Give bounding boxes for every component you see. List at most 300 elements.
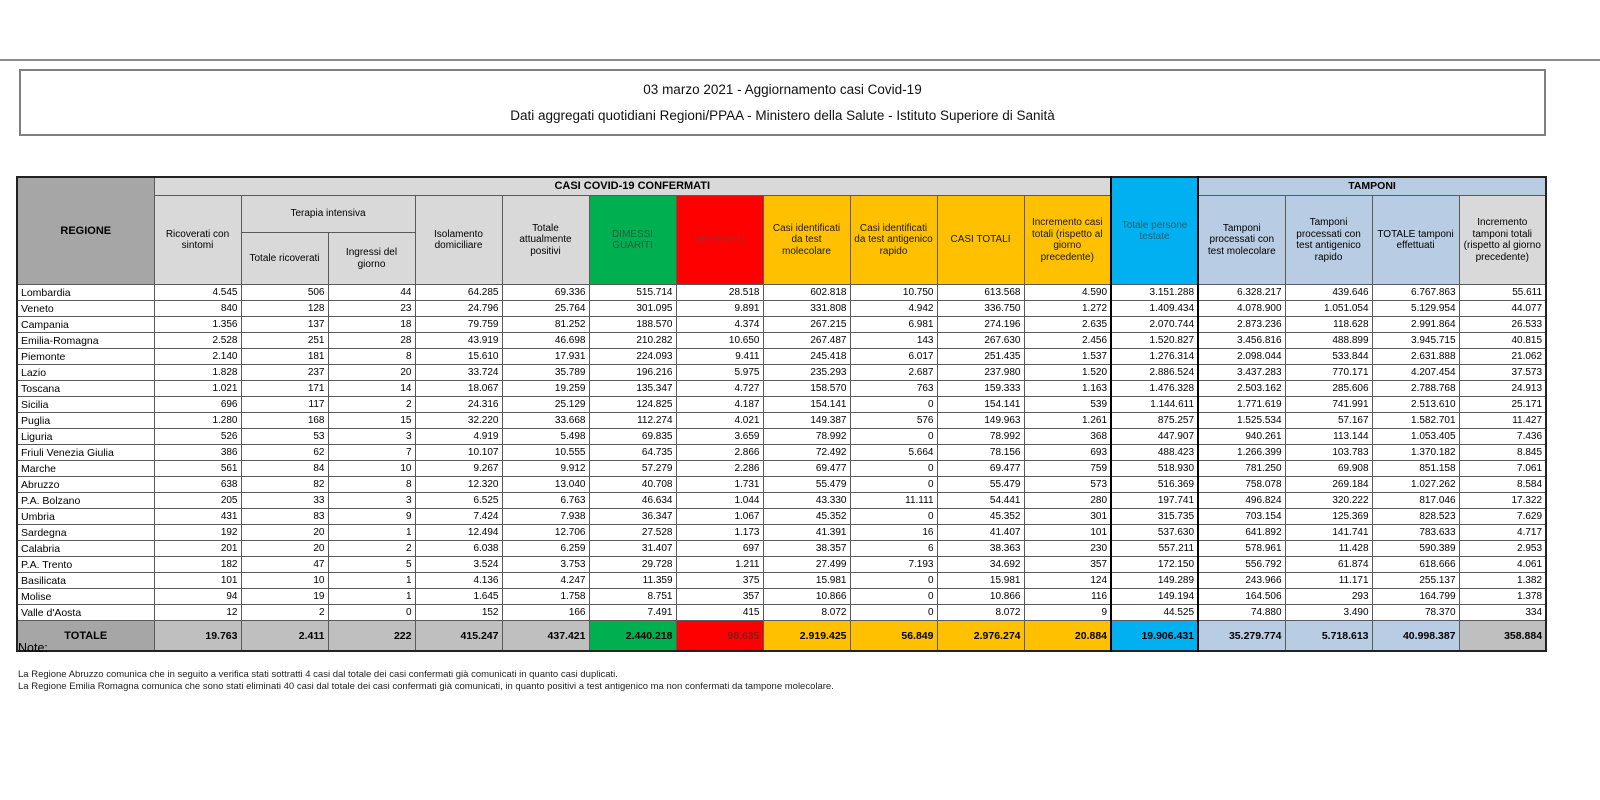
data-cell: 1: [328, 589, 415, 605]
data-cell: 205: [154, 493, 241, 509]
data-cell: 46.698: [502, 333, 589, 349]
table-row: [17, 541, 1546, 557]
column-header-persone-testate: Totale persone testate: [1111, 177, 1198, 285]
data-cell: 8.072: [937, 605, 1024, 621]
data-cell: 230: [1024, 541, 1111, 557]
data-cell: 152: [415, 605, 502, 621]
data-cell: 375: [676, 573, 763, 589]
data-cell: 1.021: [154, 381, 241, 397]
data-cell: 7: [328, 445, 415, 461]
data-cell: 613.568: [937, 285, 1024, 301]
data-cell: 149.387: [763, 413, 850, 429]
total-cell: 2.440.218: [589, 621, 676, 652]
data-cell: 4.207.454: [1372, 365, 1459, 381]
note-line: La Regione Emilia Romagna comunica che sono stati eliminati 40 casi dal totale dei casi confermati già comunicati, in quanto positivi a test antigenico ma non confermati da tampone molecolare.: [18, 681, 834, 692]
total-cell: 2.411: [241, 621, 328, 652]
data-cell: 41.407: [937, 525, 1024, 541]
data-cell: 33.668: [502, 413, 589, 429]
data-cell: 33.724: [415, 365, 502, 381]
data-cell: 10.866: [763, 589, 850, 605]
data-cell: 4.590: [1024, 285, 1111, 301]
data-cell: 602.818: [763, 285, 850, 301]
data-cell: 237.980: [937, 365, 1024, 381]
column-header-attualmente-positivi: Totale attualmente positivi: [502, 196, 589, 285]
data-cell: 23: [328, 301, 415, 317]
data-cell: 0: [850, 605, 937, 621]
data-cell: 82: [241, 477, 328, 493]
data-cell: 172.150: [1111, 557, 1198, 573]
data-cell: 3.456.816: [1198, 333, 1285, 349]
table-row: [17, 573, 1546, 589]
data-cell: 618.666: [1372, 557, 1459, 573]
region-name: Emilia-Romagna: [17, 333, 154, 349]
data-cell: 21.062: [1459, 349, 1546, 365]
region-name: Puglia: [17, 413, 154, 429]
region-name: Lombardia: [17, 285, 154, 301]
column-header-casi-antigenico: Casi identificati da test antigenico rapido: [850, 196, 937, 285]
data-cell: 696: [154, 397, 241, 413]
data-cell: 69.908: [1285, 461, 1372, 477]
data-cell: 72.492: [763, 445, 850, 461]
data-cell: 2.070.744: [1111, 317, 1198, 333]
data-cell: 125.369: [1285, 509, 1372, 525]
data-cell: 267.215: [763, 317, 850, 333]
group-header-confermati: CASI COVID-19 CONFERMATI: [154, 177, 1111, 196]
data-cell: 149.289: [1111, 573, 1198, 589]
data-cell: 496.824: [1198, 493, 1285, 509]
region-name: Lazio: [17, 365, 154, 381]
table-row: [17, 349, 1546, 365]
data-cell: 1.525.534: [1198, 413, 1285, 429]
data-cell: 12: [154, 605, 241, 621]
total-cell: 35.279.774: [1198, 621, 1285, 652]
data-cell: 274.196: [937, 317, 1024, 333]
data-cell: 7.424: [415, 509, 502, 525]
data-cell: 26.533: [1459, 317, 1546, 333]
data-cell: 10: [241, 573, 328, 589]
data-cell: 1.771.619: [1198, 397, 1285, 413]
data-cell: 78.992: [937, 429, 1024, 445]
total-cell: 20.884: [1024, 621, 1111, 652]
data-cell: 386: [154, 445, 241, 461]
data-cell: 875.257: [1111, 413, 1198, 429]
data-cell: 2: [328, 397, 415, 413]
data-cell: 11.427: [1459, 413, 1546, 429]
data-cell: 1.370.182: [1372, 445, 1459, 461]
data-cell: 2: [328, 541, 415, 557]
region-name: Calabria: [17, 541, 154, 557]
column-header-casi-molecolare: Casi identificati da test molecolare: [763, 196, 850, 285]
region-name: Valle d'Aosta: [17, 605, 154, 621]
data-cell: 4.021: [676, 413, 763, 429]
column-header-casi-totali: CASI TOTALI: [937, 196, 1024, 285]
data-cell: 40.708: [589, 477, 676, 493]
data-cell: 7.938: [502, 509, 589, 525]
data-cell: 149.963: [937, 413, 1024, 429]
data-cell: 10.650: [676, 333, 763, 349]
data-cell: 561: [154, 461, 241, 477]
data-cell: 488.899: [1285, 333, 1372, 349]
data-cell: 515.714: [589, 285, 676, 301]
data-cell: 141.741: [1285, 525, 1372, 541]
data-cell: 447.907: [1111, 429, 1198, 445]
data-cell: 6.525: [415, 493, 502, 509]
data-cell: 124.825: [589, 397, 676, 413]
data-cell: 44.525: [1111, 605, 1198, 621]
total-cell: 358.884: [1459, 621, 1546, 652]
data-cell: 7.061: [1459, 461, 1546, 477]
region-name: P.A. Bolzano: [17, 493, 154, 509]
data-cell: 15: [328, 413, 415, 429]
data-cell: 78.370: [1372, 605, 1459, 621]
data-cell: 224.093: [589, 349, 676, 365]
column-header-tamponi-molecolare: Tamponi processati con test molecolare: [1198, 196, 1285, 285]
region-name: Molise: [17, 589, 154, 605]
group-header-tamponi: TAMPONI: [1198, 177, 1546, 196]
data-cell: 7.491: [589, 605, 676, 621]
data-cell: 1.053.405: [1372, 429, 1459, 445]
data-cell: 25.764: [502, 301, 589, 317]
data-cell: 280: [1024, 493, 1111, 509]
data-cell: 19: [241, 589, 328, 605]
column-header-incremento-casi: Incremento casi totali (rispetto al giorno precedente): [1024, 196, 1111, 285]
data-cell: 763: [850, 381, 937, 397]
data-cell: 55.611: [1459, 285, 1546, 301]
data-cell: 590.389: [1372, 541, 1459, 557]
data-cell: 54.441: [937, 493, 1024, 509]
region-name: Veneto: [17, 301, 154, 317]
data-cell: 1.537: [1024, 349, 1111, 365]
data-cell: 10.107: [415, 445, 502, 461]
notes-section: [18, 641, 834, 693]
data-cell: 10.866: [937, 589, 1024, 605]
data-cell: 20: [241, 541, 328, 557]
data-cell: 8.845: [1459, 445, 1546, 461]
region-name: Abruzzo: [17, 477, 154, 493]
data-cell: 1.067: [676, 509, 763, 525]
data-cell: 6.038: [415, 541, 502, 557]
data-cell: 7.193: [850, 557, 937, 573]
data-cell: 1.272: [1024, 301, 1111, 317]
data-cell: 533.844: [1285, 349, 1372, 365]
data-cell: 4.247: [502, 573, 589, 589]
table-row: [17, 509, 1546, 525]
data-cell: 3.753: [502, 557, 589, 573]
data-cell: 166: [502, 605, 589, 621]
data-cell: 135.347: [589, 381, 676, 397]
data-cell: 13.040: [502, 477, 589, 493]
data-cell: 840: [154, 301, 241, 317]
data-cell: 11.359: [589, 573, 676, 589]
data-cell: 154.141: [763, 397, 850, 413]
data-cell: 2.528: [154, 333, 241, 349]
data-cell: 43.330: [763, 493, 850, 509]
data-cell: 15.981: [937, 573, 1024, 589]
data-cell: 25.129: [502, 397, 589, 413]
data-cell: 27.499: [763, 557, 850, 573]
data-cell: 641.892: [1198, 525, 1285, 541]
data-cell: 1: [328, 525, 415, 541]
data-cell: 357: [1024, 557, 1111, 573]
data-cell: 1.261: [1024, 413, 1111, 429]
table-row: [17, 301, 1546, 317]
data-cell: 516.369: [1111, 477, 1198, 493]
data-cell: 18: [328, 317, 415, 333]
total-cell: 2.976.274: [937, 621, 1024, 652]
data-cell: 5: [328, 557, 415, 573]
data-cell: 506: [241, 285, 328, 301]
table-row: [17, 365, 1546, 381]
data-cell: 64.735: [589, 445, 676, 461]
data-cell: 7.436: [1459, 429, 1546, 445]
data-cell: 1.044: [676, 493, 763, 509]
data-cell: 2.866: [676, 445, 763, 461]
table-header: [17, 177, 1546, 285]
data-cell: 0: [850, 397, 937, 413]
region-name: Marche: [17, 461, 154, 477]
table-row: [17, 525, 1546, 541]
data-cell: 149.194: [1111, 589, 1198, 605]
data-cell: 101: [154, 573, 241, 589]
data-cell: 69.477: [937, 461, 1024, 477]
data-cell: 539: [1024, 397, 1111, 413]
data-cell: 64.285: [415, 285, 502, 301]
data-cell: 5.975: [676, 365, 763, 381]
data-cell: 439.646: [1285, 285, 1372, 301]
data-cell: 759: [1024, 461, 1111, 477]
data-cell: 37.573: [1459, 365, 1546, 381]
data-cell: 103.783: [1285, 445, 1372, 461]
data-cell: 1: [328, 573, 415, 589]
table-row: [17, 397, 1546, 413]
data-cell: 3.490: [1285, 605, 1372, 621]
data-cell: 137: [241, 317, 328, 333]
data-cell: 83: [241, 509, 328, 525]
data-cell: 0: [850, 477, 937, 493]
data-cell: 1.211: [676, 557, 763, 573]
data-cell: 576: [850, 413, 937, 429]
data-cell: 1.409.434: [1111, 301, 1198, 317]
data-cell: 781.250: [1198, 461, 1285, 477]
data-cell: 74.880: [1198, 605, 1285, 621]
column-header-tamponi-totale: TOTALE tamponi effettuati: [1372, 196, 1459, 285]
region-name: Campania: [17, 317, 154, 333]
data-cell: 143: [850, 333, 937, 349]
data-cell: 526: [154, 429, 241, 445]
region-name: Sardegna: [17, 525, 154, 541]
data-cell: 0: [850, 589, 937, 605]
column-header-dimessi-guariti: DIMESSI GUARITI: [589, 196, 676, 285]
data-cell: 11.171: [1285, 573, 1372, 589]
data-cell: 336.750: [937, 301, 1024, 317]
data-cell: 6.763: [502, 493, 589, 509]
data-cell: 18.067: [415, 381, 502, 397]
data-cell: 40.815: [1459, 333, 1546, 349]
data-cell: 118.628: [1285, 317, 1372, 333]
data-cell: 2.456: [1024, 333, 1111, 349]
data-cell: 0: [850, 461, 937, 477]
data-cell: 20: [328, 365, 415, 381]
data-cell: 0: [328, 605, 415, 621]
data-cell: 19.259: [502, 381, 589, 397]
data-cell: 44.077: [1459, 301, 1546, 317]
data-cell: 84: [241, 461, 328, 477]
total-cell: 5.718.613: [1285, 621, 1372, 652]
data-cell: 255.137: [1372, 573, 1459, 589]
data-cell: 1.144.611: [1111, 397, 1198, 413]
data-cell: 4.078.900: [1198, 301, 1285, 317]
data-cell: 112.274: [589, 413, 676, 429]
data-cell: 124: [1024, 573, 1111, 589]
data-cell: 556.792: [1198, 557, 1285, 573]
data-cell: 1.173: [676, 525, 763, 541]
data-cell: 101: [1024, 525, 1111, 541]
data-cell: 1.382: [1459, 573, 1546, 589]
data-cell: 41.391: [763, 525, 850, 541]
data-cell: 34.692: [937, 557, 1024, 573]
data-cell: 16: [850, 525, 937, 541]
data-cell: 697: [676, 541, 763, 557]
data-cell: 53: [241, 429, 328, 445]
data-cell: 6.767.863: [1372, 285, 1459, 301]
data-cell: 116: [1024, 589, 1111, 605]
data-cell: 357: [676, 589, 763, 605]
note-line: La Regione Abruzzo comunica che in seguito a verifica stati sottratti 4 casi dal totale dei casi confermati già comunicati in quanto casi duplicati.: [18, 669, 618, 680]
data-cell: 32.220: [415, 413, 502, 429]
data-cell: 17.322: [1459, 493, 1546, 509]
data-cell: 368: [1024, 429, 1111, 445]
data-cell: 10: [328, 461, 415, 477]
data-cell: 251.435: [937, 349, 1024, 365]
data-cell: 269.184: [1285, 477, 1372, 493]
data-cell: 188.570: [589, 317, 676, 333]
table-row: [17, 605, 1546, 621]
region-name: Liguria: [17, 429, 154, 445]
data-cell: 235.293: [763, 365, 850, 381]
data-cell: 10.555: [502, 445, 589, 461]
data-cell: 4.061: [1459, 557, 1546, 573]
data-cell: 828.523: [1372, 509, 1459, 525]
data-cell: 8: [328, 349, 415, 365]
data-cell: 2.635: [1024, 317, 1111, 333]
data-cell: 2: [241, 605, 328, 621]
data-cell: 8.584: [1459, 477, 1546, 493]
data-cell: 301.095: [589, 301, 676, 317]
region-name: P.A. Trento: [17, 557, 154, 573]
data-cell: 9: [328, 509, 415, 525]
data-cell: 2.873.236: [1198, 317, 1285, 333]
data-cell: 1.280: [154, 413, 241, 429]
data-cell: 334: [1459, 605, 1546, 621]
data-cell: 182: [154, 557, 241, 573]
data-cell: 69.835: [589, 429, 676, 445]
data-cell: 201: [154, 541, 241, 557]
data-cell: 3.659: [676, 429, 763, 445]
column-header-incremento-tamponi: Incremento tamponi totali (rispetto al giorno precedente): [1459, 196, 1546, 285]
data-cell: 1.378: [1459, 589, 1546, 605]
data-cell: 36.347: [589, 509, 676, 525]
data-cell: 1.731: [676, 477, 763, 493]
data-cell: 0: [850, 573, 937, 589]
data-cell: 15.981: [763, 573, 850, 589]
data-cell: 3.945.715: [1372, 333, 1459, 349]
total-cell: 415.247: [415, 621, 502, 652]
data-cell: 6.981: [850, 317, 937, 333]
data-cell: 237: [241, 365, 328, 381]
data-cell: 1.520: [1024, 365, 1111, 381]
data-cell: 770.171: [1285, 365, 1372, 381]
data-cell: 55.479: [937, 477, 1024, 493]
data-cell: 33: [241, 493, 328, 509]
data-cell: 267.630: [937, 333, 1024, 349]
data-cell: 2.286: [676, 461, 763, 477]
data-cell: 1.582.701: [1372, 413, 1459, 429]
data-cell: 164.799: [1372, 589, 1459, 605]
data-cell: 1.758: [502, 589, 589, 605]
data-cell: 181: [241, 349, 328, 365]
data-cell: 331.808: [763, 301, 850, 317]
data-cell: 9: [1024, 605, 1111, 621]
column-header-deceduti: DECEDUTI: [676, 196, 763, 285]
data-cell: 57.279: [589, 461, 676, 477]
region-name: Basilicata: [17, 573, 154, 589]
data-cell: 557.211: [1111, 541, 1198, 557]
data-cell: 6.328.217: [1198, 285, 1285, 301]
data-cell: 703.154: [1198, 509, 1285, 525]
data-cell: 537.630: [1111, 525, 1198, 541]
table-row: [17, 445, 1546, 461]
data-cell: 8.751: [589, 589, 676, 605]
data-cell: 168: [241, 413, 328, 429]
column-header-terapia-intensiva: Terapia intensiva: [241, 196, 415, 233]
data-cell: 210.282: [589, 333, 676, 349]
data-cell: 45.352: [937, 509, 1024, 525]
data-cell: 1.276.314: [1111, 349, 1198, 365]
data-cell: 3.151.288: [1111, 285, 1198, 301]
data-cell: 3.524: [415, 557, 502, 573]
data-cell: 4.374: [676, 317, 763, 333]
region-name: Toscana: [17, 381, 154, 397]
data-cell: 38.357: [763, 541, 850, 557]
data-cell: 28: [328, 333, 415, 349]
data-cell: 11.428: [1285, 541, 1372, 557]
data-cell: 578.961: [1198, 541, 1285, 557]
region-name: Sicilia: [17, 397, 154, 413]
table-row: [17, 381, 1546, 397]
data-cell: 20: [241, 525, 328, 541]
table-row: [17, 317, 1546, 333]
data-cell: 79.759: [415, 317, 502, 333]
data-cell: 47: [241, 557, 328, 573]
data-cell: 5.129.954: [1372, 301, 1459, 317]
data-cell: 1.645: [415, 589, 502, 605]
data-cell: 78.992: [763, 429, 850, 445]
data-cell: 154.141: [937, 397, 1024, 413]
data-cell: 1.051.054: [1285, 301, 1372, 317]
data-cell: 2.687: [850, 365, 937, 381]
data-cell: 192: [154, 525, 241, 541]
data-cell: 12.320: [415, 477, 502, 493]
data-cell: 851.158: [1372, 461, 1459, 477]
data-cell: 197.741: [1111, 493, 1198, 509]
title-box: [19, 69, 1546, 136]
data-cell: 62: [241, 445, 328, 461]
data-cell: 2.788.768: [1372, 381, 1459, 397]
data-cell: 741.991: [1285, 397, 1372, 413]
data-cell: 43.919: [415, 333, 502, 349]
data-cell: 6: [850, 541, 937, 557]
data-cell: 245.418: [763, 349, 850, 365]
